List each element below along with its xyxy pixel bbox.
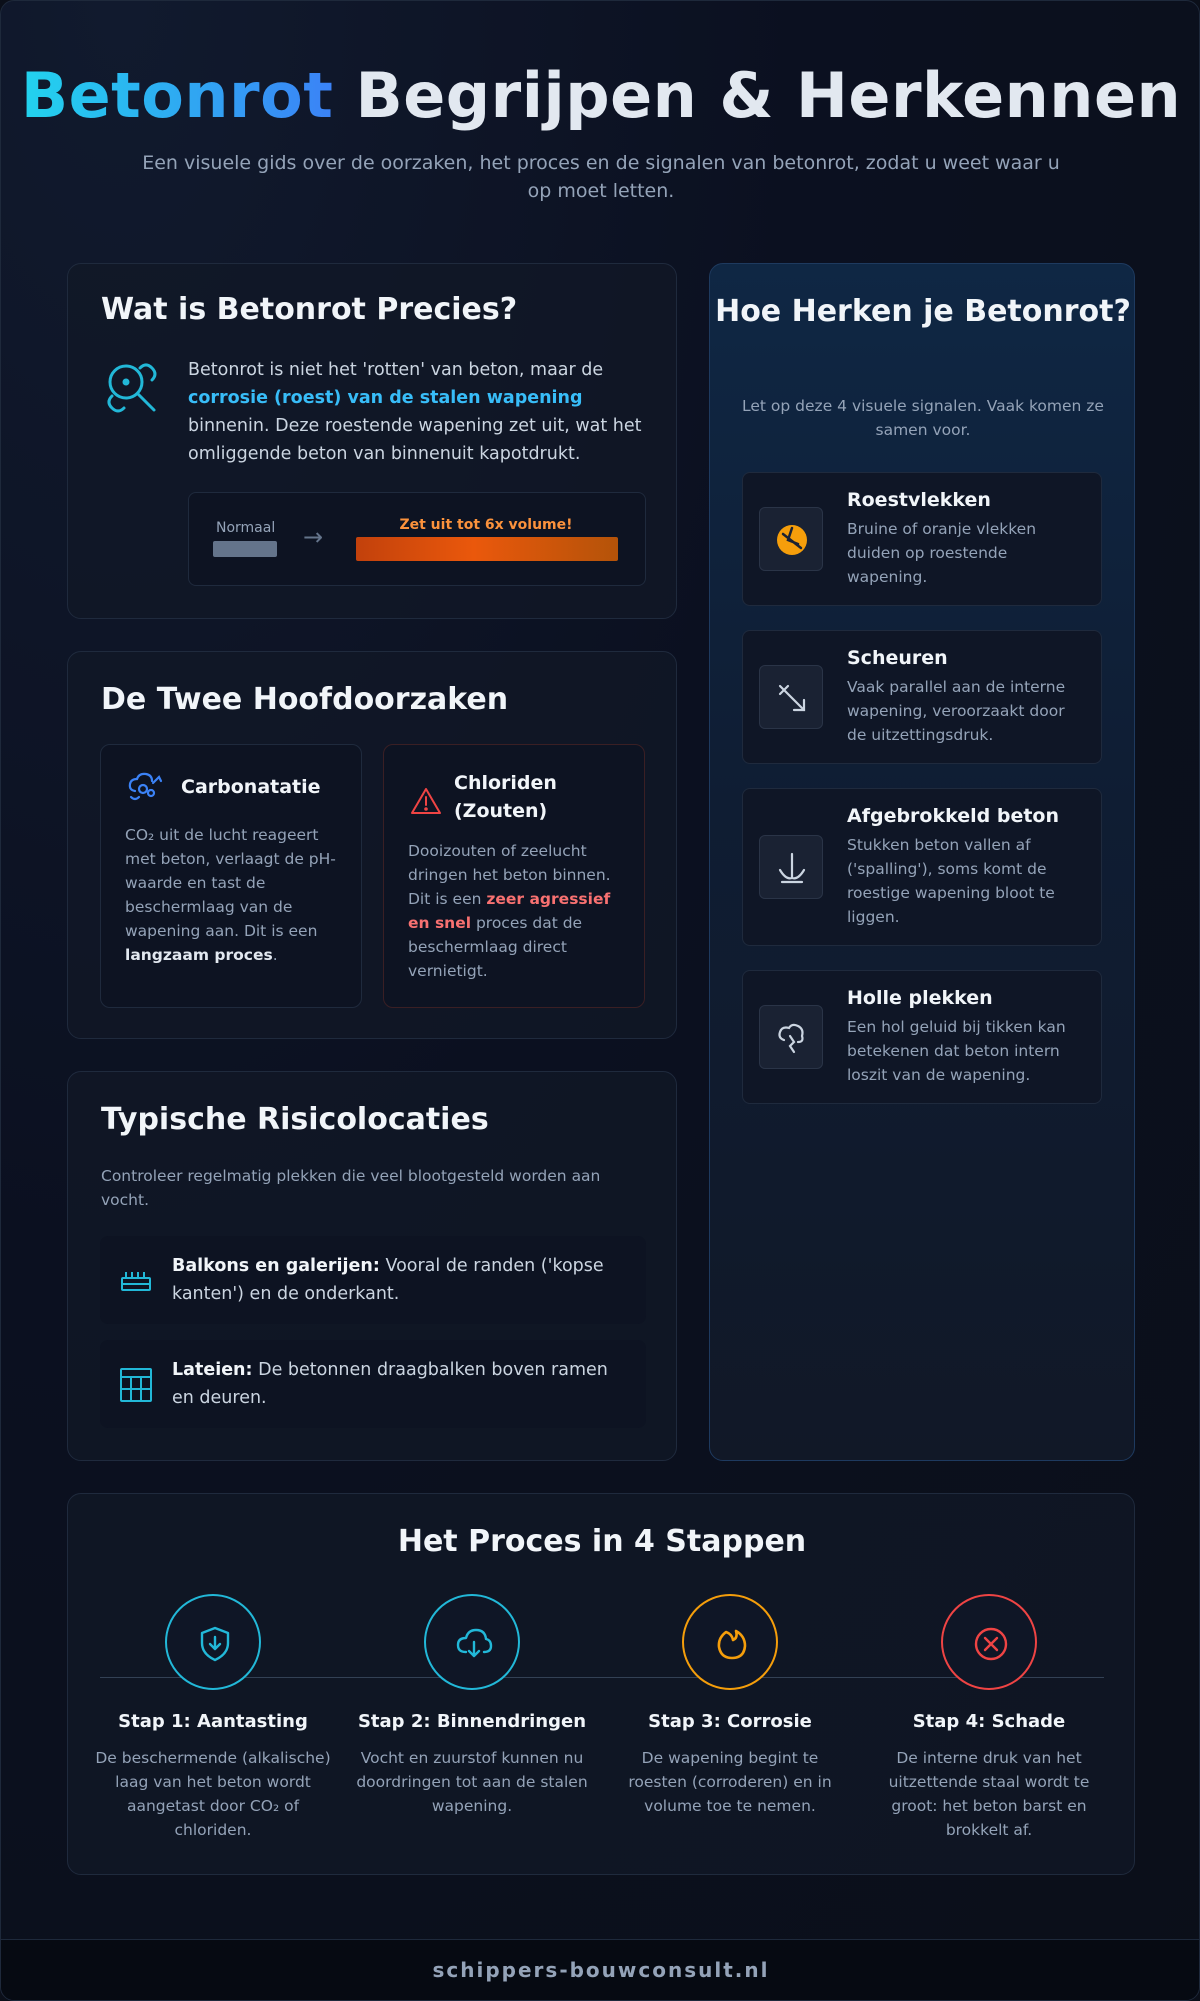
- process-step-1: [93, 1594, 333, 1842]
- footer: [1, 1939, 1200, 2001]
- step-title: Stap 3: Corrosie: [648, 1711, 812, 1732]
- causes-title: De Twee Hoofdoorzaken: [101, 682, 509, 717]
- sign-title: Afgebrokkeld beton: [847, 805, 1060, 827]
- footer-site-link[interactable]: schippers-bouwconsult.nl: [432, 1958, 770, 1982]
- risk-item-lintel: [100, 1340, 646, 1428]
- recognize-card: [709, 263, 1135, 1461]
- process-step-3: [610, 1594, 850, 1818]
- title-accent: Betonrot: [20, 59, 334, 132]
- sign-text: Een hol geluid bij tikken kan betekenen dat beton intern loszit van de wapening.: [847, 1018, 1066, 1084]
- sign-icon-box: [759, 835, 823, 899]
- rust-flame-icon: [712, 1624, 752, 1664]
- crack-icon: [774, 680, 810, 716]
- sign-text: Bruine of oranje vlekken duiden op roestende wapening.: [847, 520, 1037, 586]
- risk-intro: Controleer regelmatig plekken die veel blootgesteld worden aan vocht.: [101, 1167, 601, 1209]
- process-card: [67, 1493, 1135, 1875]
- what-is-card: [67, 263, 677, 619]
- what-highlight: corrosie (roest) van de stalen wapening: [188, 388, 583, 408]
- rust-stain-icon: [774, 522, 810, 558]
- page-title: [1, 57, 1200, 135]
- hollow-sound-icon: [774, 1020, 810, 1056]
- cause-text-bold: langzaam proces: [125, 946, 273, 964]
- cause-text-part: proces dat de beschermlaag direct vernietigt.: [408, 914, 583, 980]
- title-rest: Begrijpen & Herkennen: [355, 59, 1182, 132]
- sign-icon-box: [759, 1005, 823, 1069]
- shield-down-icon: [195, 1624, 235, 1664]
- sign-spalling: [742, 788, 1102, 946]
- expanded-label: Zet uit tot 6x volume!: [399, 517, 573, 533]
- step-text: De wapening begint te roesten (corroderen) en in volume toe te nemen.: [628, 1749, 832, 1815]
- step-text: Vocht en zuurstof kunnen nu doordringen tot aan de stalen wapening.: [356, 1749, 588, 1815]
- cause-text-part: .: [272, 946, 278, 964]
- risk-description: Vooral de randen ('kopse kanten') en de onderkant.: [172, 1256, 604, 1304]
- recognize-title: Hoe Herken je Betonrot?: [715, 294, 1131, 329]
- risk-text: [172, 1356, 632, 1412]
- what-title: Wat is Betonrot Precies?: [101, 292, 518, 327]
- sign-icon-box: [759, 507, 823, 571]
- header: [1, 57, 1200, 205]
- cause-text-highlight: zeer agressief en snel: [408, 890, 611, 932]
- sign-text: Vaak parallel aan de interne wapening, veroorzaakt door de uitzettingsdruk.: [847, 678, 1066, 744]
- sign-cracks: [742, 630, 1102, 764]
- expansion-diagram: [188, 492, 646, 586]
- cloud-download-icon: [454, 1624, 494, 1664]
- normal-label: Normaal: [216, 520, 276, 536]
- step-text: De beschermende (alkalische) laag van het beton wordt aangetast door CO₂ of chloriden.: [95, 1749, 331, 1839]
- warning-triangle-icon: [408, 783, 444, 817]
- process-step-4: [869, 1594, 1109, 1842]
- sign-rust-stains: [742, 472, 1102, 606]
- risk-item-balcony: [100, 1236, 646, 1324]
- page-subtitle: Een visuele gids over de oorzaken, het proces en de signalen van betonrot, zodat u weet waar u op moet letten.: [142, 152, 1060, 202]
- risk-description: De betonnen draagbalken boven ramen en deuren.: [172, 1360, 608, 1408]
- step-title: Stap 1: Aantasting: [118, 1711, 308, 1732]
- step-title: Stap 2: Binnendringen: [357, 1711, 587, 1732]
- sign-hollow-spots: [742, 970, 1102, 1104]
- spalling-icon: [774, 850, 810, 886]
- what-description: [188, 356, 648, 468]
- window-lintel-icon: [118, 1368, 154, 1402]
- cause-text: [408, 839, 632, 983]
- cause-text-part: Dooizouten of zeelucht dringen het beton binnen. Dit is een: [408, 842, 611, 908]
- process-step-2: [352, 1594, 592, 1818]
- step-circle: [682, 1594, 778, 1690]
- sign-text: Stukken beton vallen af ('spalling'), soms komt de roestige wapening bloot te liggen.: [847, 836, 1055, 926]
- cause-text: [125, 823, 349, 967]
- normal-bar: [213, 541, 277, 557]
- expanded-bar: [356, 537, 618, 561]
- damage-x-icon: [971, 1624, 1011, 1664]
- step-text: De interne druk van het uitzettende staal wordt te groot: het beton barst en brokkelt af.: [888, 1749, 1090, 1839]
- risk-card: [67, 1071, 677, 1461]
- sign-title: Holle plekken: [847, 987, 993, 1009]
- risk-label: Lateien:: [172, 1360, 253, 1380]
- what-text-part: Betonrot is niet het 'rotten' van beton, maar de: [188, 360, 604, 380]
- carbonation-icon: [127, 769, 163, 803]
- sign-icon-box: [759, 665, 823, 729]
- recognize-intro: Let op deze 4 visuele signalen. Vaak komen ze samen voor.: [742, 397, 1104, 439]
- step-circle: [941, 1594, 1037, 1690]
- what-text-part: binnenin. Deze roestende wapening zet uit, wat het omliggende beton van binnenuit kapotdrukt.: [188, 416, 642, 464]
- risk-text: [172, 1252, 632, 1308]
- sign-title: Scheuren: [847, 647, 948, 669]
- cause-text-part: CO₂ uit de lucht reageert met beton, verlaagt de pH-waarde en tast de beschermlaag van de wapening aan. Dit is een: [125, 826, 336, 940]
- arrow-right-icon: →: [303, 523, 324, 551]
- cause-chlorides: [383, 744, 645, 1008]
- process-title: Het Proces in 4 Stappen: [397, 1524, 807, 1559]
- cause-title: Chloriden (Zouten): [454, 772, 557, 822]
- step-circle: [424, 1594, 520, 1690]
- cause-carbonation: [100, 744, 362, 1008]
- sign-title: Roestvlekken: [847, 489, 991, 511]
- risk-title: Typische Risicolocaties: [101, 1102, 489, 1137]
- risk-label: Balkons en galerijen:: [172, 1256, 380, 1276]
- cause-title: Carbonatatie: [181, 776, 321, 798]
- balcony-icon: [118, 1264, 154, 1298]
- step-title: Stap 4: Schade: [912, 1711, 1066, 1732]
- causes-card: [67, 651, 677, 1039]
- magnifier-rust-icon: [100, 356, 164, 420]
- step-circle: [165, 1594, 261, 1690]
